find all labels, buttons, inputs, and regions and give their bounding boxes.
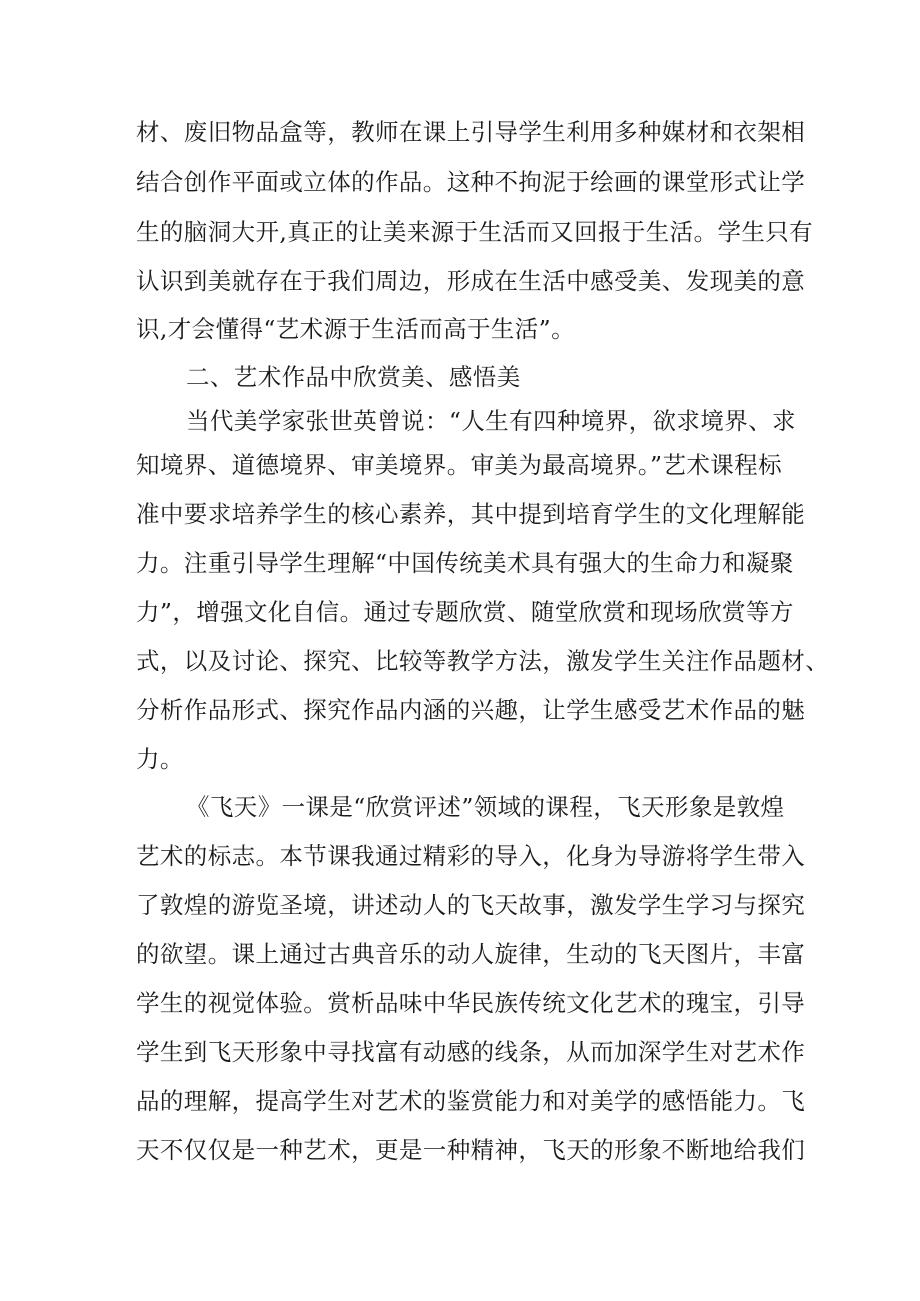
- text-line: 知境界、道德境界、审美境界。审美为最高境界。”艺术课程标: [136, 451, 782, 479]
- text-line: 力。: [136, 745, 184, 773]
- text-line: 艺术的标志。本节课我通过精彩的导入，化身为导游将学生带入: [136, 842, 806, 870]
- text-line: 当代美学家张世英曾说：“人生有四种境界，欲求境界、求: [186, 407, 796, 435]
- text-line: 力”，增强文化自信。通过专题欣赏、随堂欣赏和现场欣赏等方: [136, 598, 794, 626]
- text-line: 分析作品形式、探究作品内涵的兴趣，让学生感受艺术作品的魅: [136, 696, 806, 724]
- text-line: 结合创作平面或立体的作品。这种不拘泥于绘画的课堂形式让学: [136, 168, 806, 196]
- text-line: 力。注重引导学生理解“中国传统美术具有强大的生命力和凝聚: [136, 549, 794, 577]
- text-line: 准中要求培养学生的核心素养，其中提到培育学生的文化理解能: [136, 500, 806, 528]
- section-heading: 二、艺术作品中欣赏美、感悟美: [186, 363, 521, 391]
- text-line: 生的脑洞大开,真正的让美来源于生活而又回报于生活。学生只有: [136, 218, 814, 246]
- text-line: 式，以及讨论、探究、比较等教学方法，激发学生关注作品题材、: [136, 647, 830, 675]
- text-line: 学生的视觉体验。赏析品味中华民族传统文化艺术的瑰宝，引导: [136, 989, 806, 1017]
- text-line: 学生到飞天形象中寻找富有动感的线条，从而加深学生对艺术作: [136, 1038, 806, 1066]
- text-line: 识,才会懂得“艺术源于生活而高于生活”。: [136, 315, 575, 343]
- text-line: 天不仅仅是一种艺术，更是一种精神，飞天的形象不断地给我们: [136, 1136, 806, 1164]
- text-line: 《飞天》一课是“欣赏评述”领域的课程，飞天形象是敦煌: [186, 793, 785, 821]
- text-line: 品的理解，提高学生对艺术的鉴赏能力和对美学的感悟能力。飞: [136, 1087, 806, 1115]
- text-line: 了敦煌的游览圣境，讲述动人的飞天故事，激发学生学习与探究: [136, 891, 806, 919]
- text-line: 材、废旧物品盒等，教师在课上引导学生利用多种媒材和衣架相: [136, 118, 806, 146]
- text-line: 的欲望。课上通过古典音乐的动人旋律，生动的飞天图片，丰富: [136, 940, 806, 968]
- text-line: 认识到美就存在于我们周边，形成在生活中感受美、发现美的意: [136, 267, 806, 295]
